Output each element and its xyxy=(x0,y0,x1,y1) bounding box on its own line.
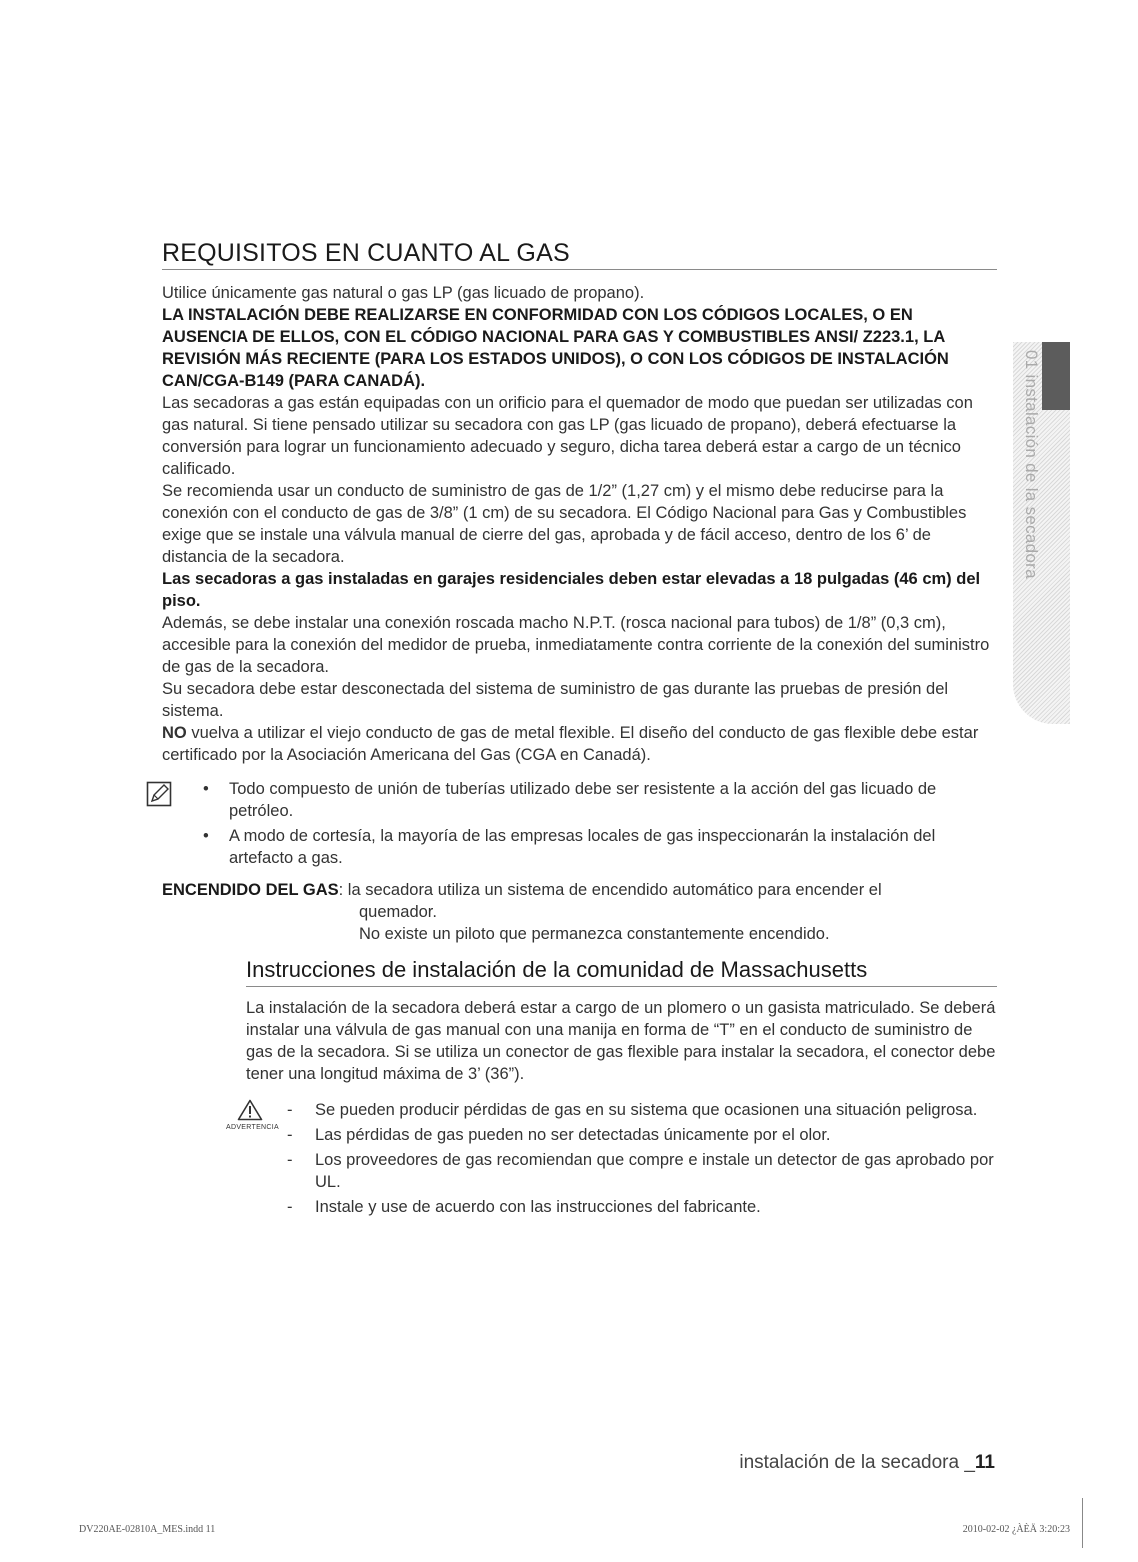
section-title: REQUISITOS EN CUANTO AL GAS xyxy=(162,238,997,270)
print-slug-right: 2010-02-02 ¿ÀÈÄ 3:20:23 xyxy=(962,1524,1070,1535)
page-content xyxy=(162,238,997,1221)
ignition-text-continued: quemador. xyxy=(359,903,437,921)
orifice-paragraph: Las secadoras a gas están equipadas con un orificio para el quemador de modo que puedan ser utilizadas con gas natural. Si tiene pensado utilizar su secadora con gas LP (gas licuado de propano), deberá efectuarse la conversión para lograr un funcionamiento adecuado y seguro, dicha tarea deberá estar a cargo de un técnico calificado. xyxy=(162,394,973,478)
gas-ignition-block xyxy=(162,879,997,945)
massachusetts-title: Instrucciones de instalación de la comunidad de Massachusetts xyxy=(246,955,997,987)
note-item: • A modo de cortesía, la mayoría de las empresas locales de gas inspeccionarán la instalación del artefacto a gas. xyxy=(229,825,997,869)
note-item: • Todo compuesto de unión de tuberías utilizado debe ser resistente a la acción del gas licuado de petróleo. xyxy=(229,778,997,822)
warning-item: - Instale y use de acuerdo con las instrucciones del fabricante. xyxy=(315,1196,997,1218)
supply-line-paragraph: Se recomienda usar un conducto de suministro de gas de 1/2” (1,27 cm) y el mismo debe reducirse para la conexión con el conducto de gas de 3/8” (1 cm) de su secadora. El Código Nacional para Gas y Combustibles exige que se instale una válvula manual de cierre del gas, aprobada y de fácil acceso, dentro de los 6’ de distancia de la secadora. xyxy=(162,482,967,566)
footer-section-label: instalación de la secadora _ xyxy=(739,1452,975,1473)
massachusetts-section xyxy=(226,955,997,1218)
warning-label: ADVERTENCIA xyxy=(226,1124,279,1131)
warning-item: - Los proveedores de gas recomiendan que compre e instale un detector de gas aprobado por UL. xyxy=(315,1149,997,1193)
ignition-label: ENCENDIDO DEL GAS xyxy=(162,881,339,899)
npt-connection-paragraph: Además, se debe instalar una conexión roscada macho N.P.T. (rosca nacional para tubos) de 1/8” (0,3 cm), accesible para la conexión del medidor de prueba, inmediatamente contra corriente de la conexión del suministro de gas de la secadora. xyxy=(162,614,990,676)
ignition-text: : la secadora utiliza un sistema de encendido automático para encender el xyxy=(338,881,882,899)
warning-list xyxy=(246,1099,997,1218)
no-emphasis: NO xyxy=(162,724,187,742)
crop-mark xyxy=(1082,1498,1083,1548)
pressure-test-paragraph: Su secadora debe estar desconectada del sistema de suministro de gas durante las pruebas de presión del sistema. xyxy=(162,680,949,720)
code-compliance-paragraph: LA INSTALACIÓN DEBE REALIZARSE EN CONFORMIDAD CON LOS CÓDIGOS LOCALES, O EN AUSENCIA DE ELLOS, CON EL CÓDIGO NACIONAL PARA GAS Y COMBUSTIBLES ANSI/ Z223.1, LA REVISIÓN MÁS RECIENTE (PARA LOS ESTADOS UNIDOS), O CON LOS CÓDIGOS DE INSTALACIÓN CAN/CGA-B149 (PARA CANADÁ). xyxy=(162,306,949,390)
warning-item: - Las pérdidas de gas pueden no ser detectadas únicamente por el olor. xyxy=(315,1124,997,1146)
flexible-line-text: vuelva a utilizar el viejo conducto de gas de metal flexible. El diseño del conducto de gas flexible debe estar certificado por la Asociación Americana del Gas (CGA en Canadá). xyxy=(162,724,979,764)
note-block xyxy=(162,778,997,869)
print-slug-left: DV220AE-02810A_MES.indd 11 xyxy=(79,1524,216,1535)
warning-icon-group xyxy=(226,1099,279,1131)
massachusetts-intro: La instalación de la secadora deberá estar a cargo de un plomero o un gasista matriculado. Se deberá instalar una válvula de gas manual con una manija en forma de “T” en el conducto de suministro de gas de la secadora. Si se utiliza un conector de gas flexible para instalar la secadora, el conector debe tener una longitud máxima de 3’ (36”). xyxy=(246,999,996,1083)
page-number: 11 xyxy=(974,1452,995,1473)
warning-item: - Se pueden producir pérdidas de gas en su sistema que ocasionen una situación peligrosa. xyxy=(315,1099,997,1121)
side-tab-label: 01 instalación de la secadora xyxy=(1022,350,1041,579)
page-footer xyxy=(739,1452,995,1474)
ignition-no-pilot: No existe un piloto que permanezca constantemente encendido. xyxy=(359,925,830,943)
garage-elevation-paragraph: Las secadoras a gas instaladas en garajes residenciales deben estar elevadas a 18 pulgadas (46 cm) del piso. xyxy=(162,570,981,610)
warning-triangle-icon xyxy=(237,1099,263,1121)
gas-type-paragraph: Utilice únicamente gas natural o gas LP (gas licuado de propano). xyxy=(162,284,645,302)
flexible-line-paragraph xyxy=(162,722,997,766)
chapter-side-tab xyxy=(1013,342,1070,724)
warning-block xyxy=(226,1099,997,1218)
note-pencil-icon xyxy=(146,781,172,807)
side-tab-marker xyxy=(1042,342,1070,410)
note-list xyxy=(162,778,997,869)
